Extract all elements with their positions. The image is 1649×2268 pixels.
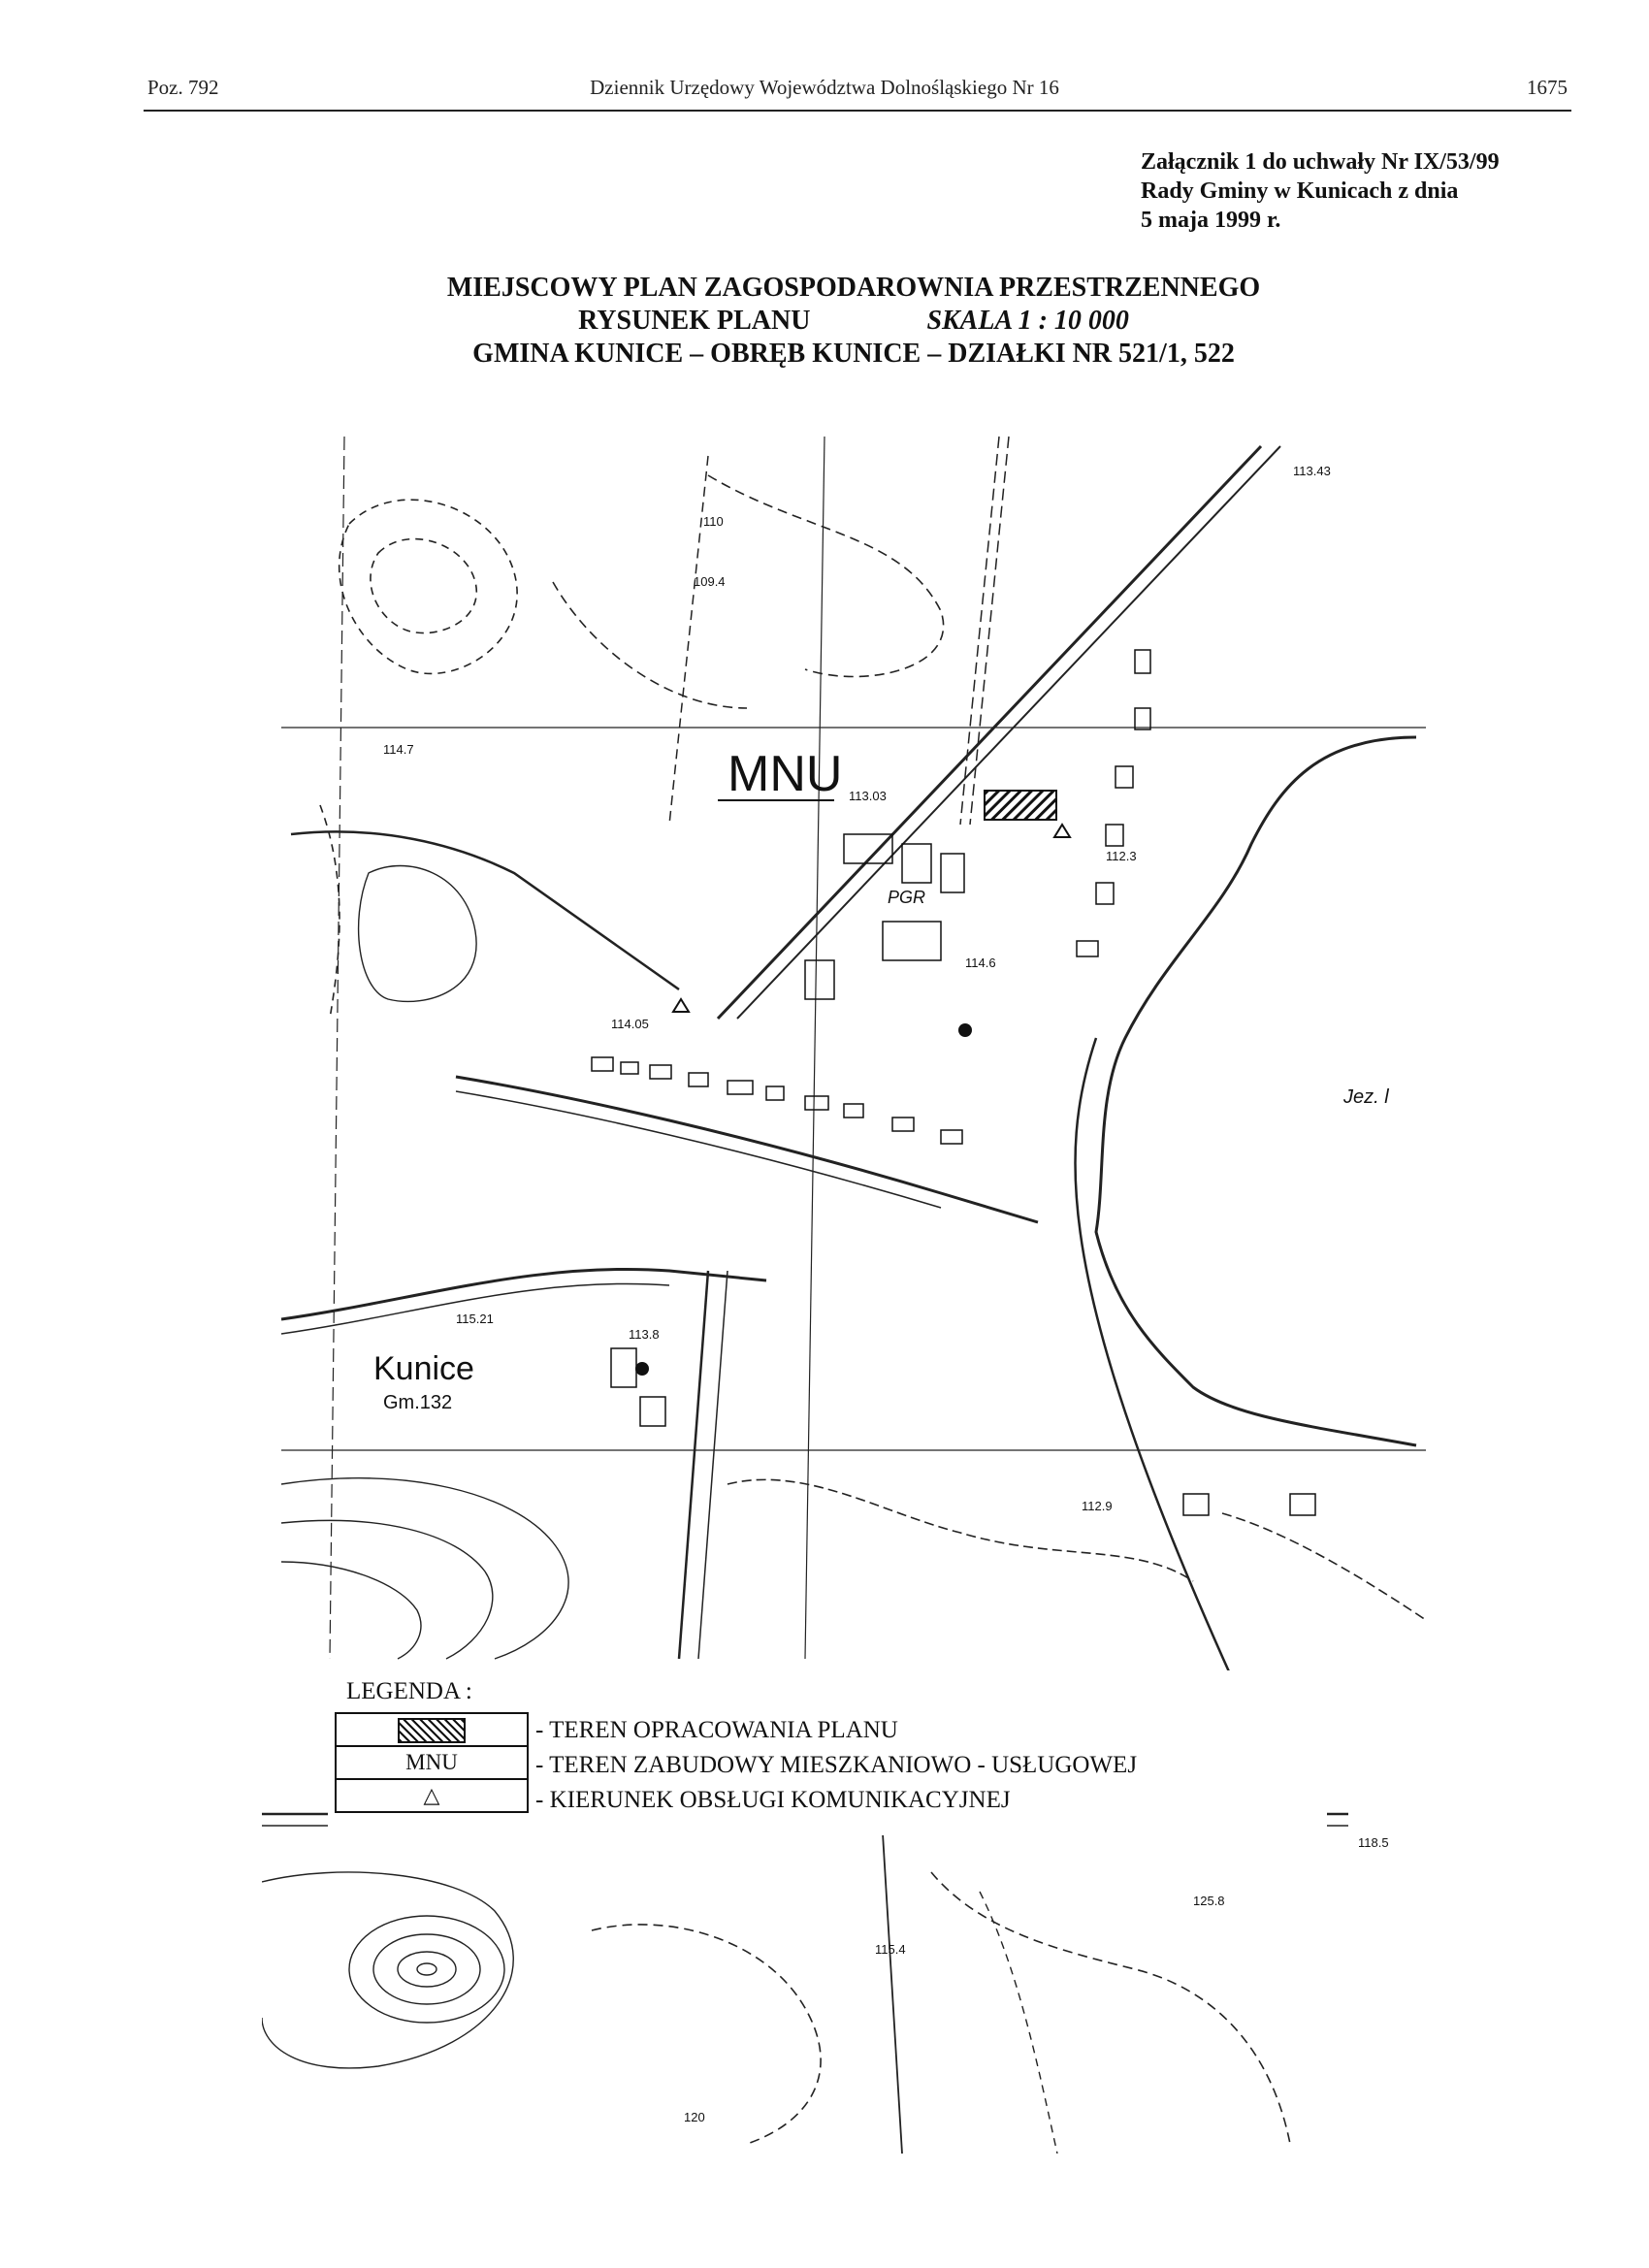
building bbox=[892, 1118, 914, 1131]
contour-line bbox=[1222, 1513, 1426, 1620]
triangle-icon: △ bbox=[423, 1783, 440, 1807]
road bbox=[291, 831, 679, 989]
contour-line bbox=[320, 805, 340, 1019]
legend-symbol-triangle bbox=[336, 1779, 528, 1812]
building bbox=[1290, 1494, 1315, 1515]
spot-height: 114.05 bbox=[611, 1017, 649, 1031]
building bbox=[805, 1096, 828, 1110]
annex-line-1: Załącznik 1 do uchwały Nr IX/53/99 bbox=[1141, 149, 1500, 175]
contour-line bbox=[553, 582, 747, 708]
church-dot bbox=[958, 1023, 972, 1037]
building bbox=[1116, 766, 1133, 788]
grid-line bbox=[330, 437, 344, 1659]
plan-map bbox=[262, 417, 1445, 2154]
building bbox=[728, 1081, 753, 1094]
road-main-street bbox=[456, 1077, 1038, 1222]
contour-line bbox=[262, 1872, 513, 2068]
spot-height: 114.7 bbox=[383, 742, 414, 757]
hill-contour bbox=[373, 1934, 480, 2004]
road bbox=[883, 1833, 902, 2154]
road bbox=[1075, 1038, 1232, 1678]
contour-line bbox=[281, 1562, 421, 1659]
spot-height: 118.5 bbox=[1358, 1835, 1389, 1850]
grid-line bbox=[805, 437, 824, 1659]
spot-height: 120 bbox=[684, 2110, 705, 2124]
spot-height: 113.8 bbox=[629, 1327, 660, 1342]
contour-line bbox=[708, 475, 944, 677]
orchard-area bbox=[359, 866, 477, 1002]
hill-contour bbox=[349, 1916, 504, 2023]
village-elevation-label: Gm.132 bbox=[383, 1392, 453, 1413]
spot-height: 112.9 bbox=[1082, 1499, 1113, 1513]
building bbox=[1096, 883, 1114, 904]
building bbox=[650, 1065, 671, 1079]
plan-drawing-label: RYSUNEK PLANU bbox=[578, 306, 811, 336]
building bbox=[640, 1397, 665, 1426]
spot-height: 115.21 bbox=[456, 1312, 494, 1326]
road bbox=[281, 1269, 766, 1319]
building bbox=[689, 1073, 708, 1086]
contour-line bbox=[931, 1872, 1290, 2144]
plan-scale: SKALA 1 : 10 000 bbox=[926, 306, 1129, 336]
farm-building bbox=[883, 922, 941, 960]
building bbox=[805, 960, 834, 999]
header-journal-title: Dziennik Urzędowy Województwa Dolnośląskiego Nr 16 bbox=[590, 76, 1059, 99]
zone-label-mnu: MNU bbox=[728, 746, 843, 802]
road-main-street bbox=[456, 1091, 941, 1208]
spot-height: 125.8 bbox=[1193, 1894, 1225, 1908]
lake-label: Jez. l bbox=[1343, 1086, 1389, 1108]
annex-note bbox=[1141, 147, 1568, 235]
spot-height: 113.43 bbox=[1293, 464, 1331, 478]
building bbox=[766, 1086, 784, 1100]
hatch-swatch bbox=[398, 1718, 466, 1743]
legend-symbol-mnu: MNU bbox=[336, 1746, 528, 1779]
contour-line bbox=[281, 1478, 568, 1659]
legend-entry-residential: - TEREN ZABUDOWY MIESZKANIOWO - USŁUGOWEJ bbox=[535, 1752, 1138, 1778]
road bbox=[679, 1271, 708, 1659]
annex-line-3: 5 maja 1999 r. bbox=[1141, 208, 1281, 233]
hill-contour bbox=[417, 1963, 436, 1975]
header-rule bbox=[144, 110, 1571, 112]
contour-line bbox=[980, 1892, 1057, 2154]
spot-height: 112.3 bbox=[1106, 849, 1137, 863]
building bbox=[592, 1057, 613, 1071]
building bbox=[611, 1348, 636, 1387]
map-drawing bbox=[262, 417, 1445, 2154]
annex-line-2: Rady Gminy w Kunicach z dnia bbox=[1141, 178, 1459, 204]
contour-line bbox=[592, 1925, 821, 2144]
building bbox=[1077, 941, 1098, 956]
building bbox=[1135, 708, 1150, 729]
legend-symbol-table bbox=[335, 1712, 529, 1813]
building bbox=[1106, 825, 1123, 846]
legend-title: LEGENDA : bbox=[346, 1678, 472, 1704]
plan-subtitle bbox=[0, 305, 1649, 337]
legend-entry-study-area: - TEREN OPRACOWANIA PLANU bbox=[535, 1717, 898, 1743]
header-page-number: 1675 bbox=[1527, 76, 1568, 99]
contour-line bbox=[340, 500, 517, 673]
spot-height: 113.03 bbox=[849, 789, 887, 803]
contour-line bbox=[281, 1520, 493, 1659]
legend-entry-access: - KIERUNEK OBSŁUGI KOMUNIKACYJNEJ bbox=[535, 1787, 1011, 1813]
building bbox=[1135, 650, 1150, 673]
access-direction-triangle bbox=[673, 999, 689, 1012]
contour-line bbox=[728, 1479, 1193, 1581]
spot-height: 114.6 bbox=[965, 956, 996, 970]
building bbox=[844, 1104, 863, 1118]
contour-line bbox=[371, 539, 476, 633]
access-direction-triangle bbox=[1054, 825, 1070, 837]
building bbox=[621, 1062, 638, 1074]
plan-title: MIEJSCOWY PLAN ZAGOSPODAROWNIA PRZESTRZENNEGO bbox=[446, 273, 1261, 303]
farm-label: PGR bbox=[888, 888, 926, 907]
legend-symbol-hatch bbox=[336, 1713, 528, 1746]
farm-building bbox=[902, 844, 931, 883]
spot-height: 115.4 bbox=[875, 1942, 906, 1957]
plan-study-area bbox=[985, 791, 1056, 820]
church-dot bbox=[635, 1362, 649, 1376]
path bbox=[669, 456, 708, 825]
hill-contour bbox=[398, 1952, 456, 1987]
plan-location: GMINA KUNICE – OBRĘB KUNICE – DZIAŁKI NR 521/1, 522 bbox=[472, 339, 1235, 369]
building bbox=[1183, 1494, 1209, 1515]
farm-building bbox=[941, 854, 964, 892]
railway bbox=[960, 437, 999, 825]
spot-height: 109.4 bbox=[694, 574, 726, 589]
header-position: Poz. 792 bbox=[147, 76, 219, 99]
village-label: Kunice bbox=[373, 1350, 474, 1387]
building bbox=[941, 1130, 962, 1144]
road bbox=[737, 446, 1280, 1019]
spot-height: 110 bbox=[703, 514, 724, 529]
